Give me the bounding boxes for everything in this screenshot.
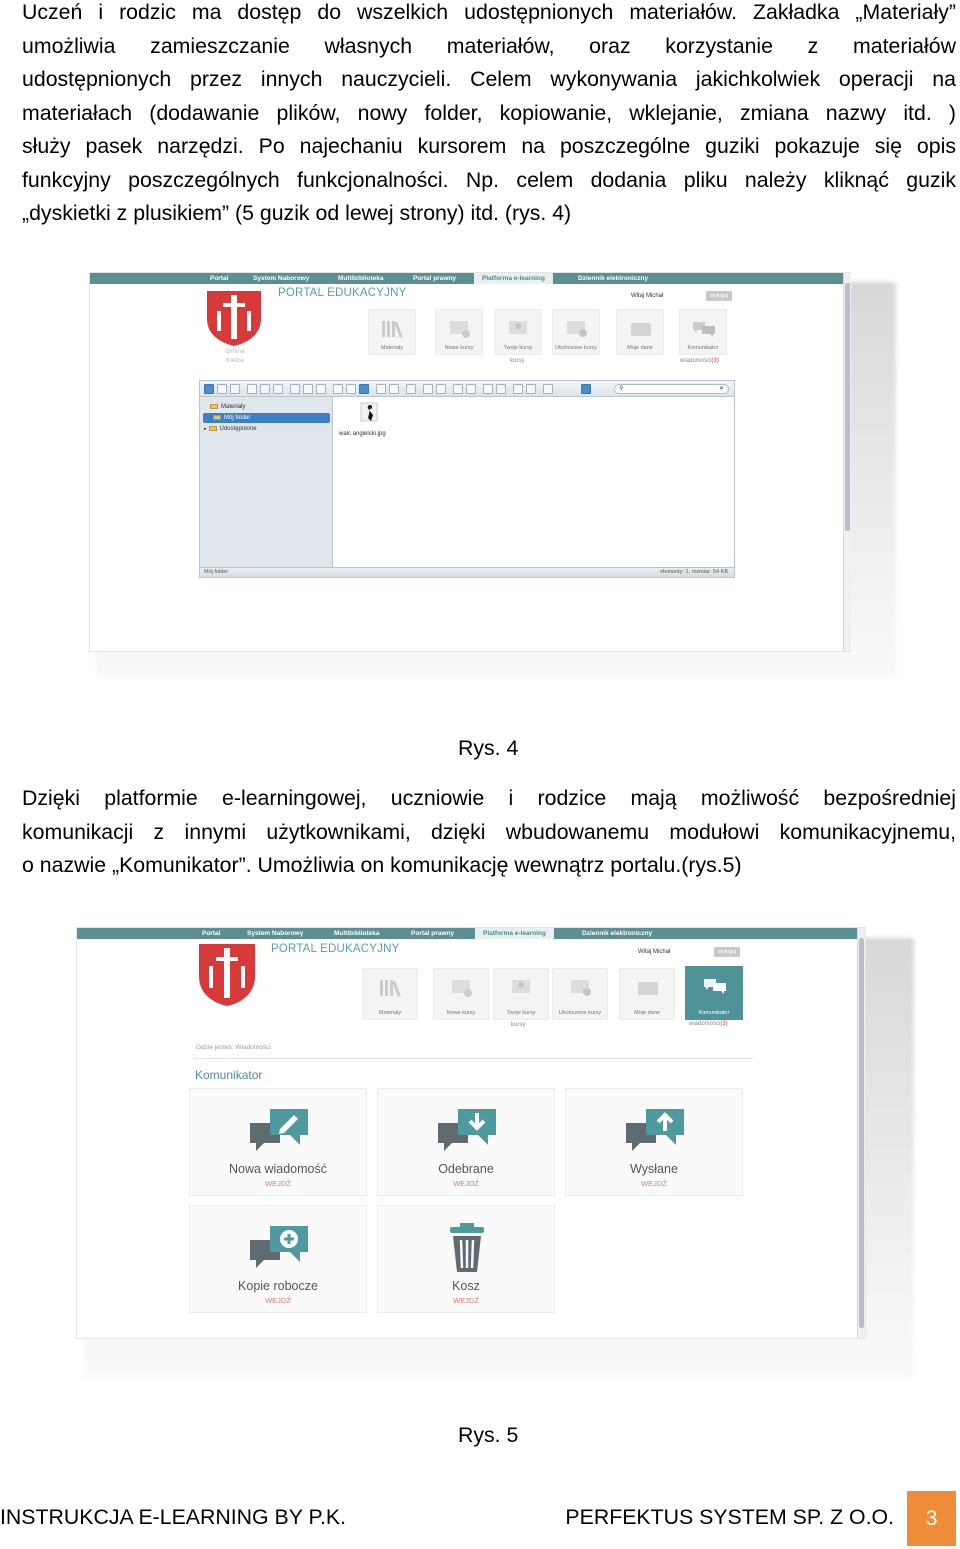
paragraph-line: udostępnionych przez innych nauczycieli. Celem wykonywania jakichkolwiek operacji na — [22, 67, 956, 91]
tree-item-moj-folder[interactable]: Mój folder — [203, 413, 330, 423]
books-icon — [379, 978, 403, 998]
tree-item-udostepnione[interactable]: ▸ Udostępnione — [204, 426, 257, 432]
chat-icon — [703, 976, 727, 996]
chat-icon — [692, 319, 716, 339]
gmina-crest-icon — [205, 289, 263, 347]
tile-enter-link[interactable]: WEJDŹ — [453, 1296, 479, 1305]
help-button[interactable] — [581, 384, 591, 394]
new-folder-button[interactable] — [260, 384, 270, 394]
folder-icon — [209, 426, 217, 431]
section-title: Komunikator — [195, 1068, 263, 1082]
tile-kopie-robocze[interactable] — [189, 1205, 367, 1313]
file-manager-toolbar — [200, 381, 734, 397]
paragraph-line: „dyskietki z plusikiem” (5 guzik od lewej strony) itd. (rys. 4) — [22, 201, 572, 225]
tile-label: Wysłane — [630, 1162, 678, 1176]
new-courses-icon — [450, 978, 474, 998]
status-path: Mój folder — [204, 569, 229, 575]
nav-tab-multibiblioteka[interactable]: Multibiblioteka — [338, 275, 384, 282]
duplicate-button[interactable] — [376, 384, 386, 394]
tile-enter-link[interactable]: WEJDŹ — [265, 1179, 291, 1188]
nav-tab-dziennik-elektroniczny[interactable]: Dziennik elektroniczny — [582, 930, 653, 937]
books-icon — [381, 319, 405, 339]
file-manager — [199, 380, 735, 578]
nav-tab-system-naborowy[interactable]: System Naborowy — [247, 930, 304, 937]
preview-button[interactable] — [453, 384, 463, 394]
open-button[interactable] — [290, 384, 300, 394]
figure5-caption: Rys. 5 — [458, 1423, 519, 1447]
tile-label: Kosz — [452, 1279, 480, 1293]
module-ukonczone-kursy[interactable]: Ukończone kursy — [552, 968, 608, 1020]
module-twoje-kursy[interactable]: Twoje kursy — [494, 309, 542, 355]
gmina-crest-icon — [197, 942, 257, 1008]
delete-button[interactable] — [406, 384, 416, 394]
tile-label: Kopie robocze — [238, 1279, 318, 1293]
completed-courses-icon — [569, 978, 593, 998]
new-message-icon — [248, 1105, 310, 1157]
nav-tab-dziennik-elektroniczny[interactable]: Dziennik elektroniczny — [578, 275, 649, 282]
upload-file-button[interactable] — [273, 384, 283, 394]
portal-title: PORTAL EDUKACYJNY — [278, 287, 407, 299]
module-materialy[interactable]: Materiały — [368, 309, 416, 355]
cut-button[interactable] — [346, 384, 356, 394]
paragraph-line: o nazwie „Komunikator”. Umożliwia on komunikację wewnątrz portalu.(rys.5) — [22, 853, 742, 877]
intro-paragraph — [22, 0, 956, 231]
tile-label: Odebrane — [438, 1162, 494, 1176]
module-nowe-kursy[interactable]: Nowe kursy — [435, 309, 483, 355]
nav-tab-portal-prawny[interactable]: Portal prawny — [411, 930, 454, 937]
extract-button[interactable] — [483, 384, 493, 394]
tile-kosz[interactable] — [377, 1205, 555, 1313]
reload-button[interactable] — [247, 384, 257, 394]
your-courses-icon — [507, 319, 531, 339]
kursy-label: kursy — [510, 358, 525, 364]
module-ukonczone-kursy[interactable]: Ukończone kursy — [552, 309, 600, 355]
vertical-scrollbar[interactable] — [843, 273, 851, 651]
messages-label[interactable]: wiadomości(3) — [680, 358, 719, 364]
portal-title: PORTAL EDUKACYJNY — [271, 943, 400, 955]
paragraph-line: Uczeń i rodzic ma dostęp do wszelkich udostępnionych materiałów. Zakładka „Materiały” — [22, 0, 956, 24]
tile-enter-link[interactable]: WEJDŹ — [265, 1296, 291, 1305]
your-courses-icon — [510, 978, 534, 998]
breadcrumb: Gdzie jesteś: Wiadomości — [196, 1044, 271, 1051]
up-button[interactable] — [217, 384, 227, 394]
footer-right-text: PERFEKTUS SYSTEM SP. Z O.O. — [565, 1505, 894, 1529]
logout-button[interactable]: wyloguj — [706, 291, 732, 301]
module-twoje-kursy[interactable]: Twoje kursy — [493, 968, 549, 1020]
select-button[interactable] — [513, 384, 523, 394]
paragraph-line: umożliwia zamieszczanie własnych materiałów, oraz korzystanie z materiałów — [22, 33, 956, 58]
page-number: 3 — [907, 1491, 956, 1546]
module-nowe-kursy[interactable]: Nowe kursy — [433, 968, 489, 1020]
folder-tree — [200, 397, 333, 567]
file-name[interactable]: walc angielski.jpg — [339, 431, 386, 437]
module-moje-dane[interactable]: Moje dane — [616, 309, 664, 355]
kursy-label: kursy — [511, 1022, 526, 1028]
nav-tab-platforma-e-learning[interactable]: Platforma e-learning — [474, 273, 553, 284]
home-button[interactable] — [230, 384, 240, 394]
nav-tab-multibiblioteka[interactable]: Multibiblioteka — [334, 930, 380, 937]
status-bar — [200, 567, 734, 577]
divider — [193, 1058, 753, 1059]
info-button[interactable] — [316, 384, 326, 394]
paragraph-line: służy pasek narzędzi. Po najechaniu kursorem na poszczególne guziki pokazuje się opis — [22, 134, 956, 158]
top-navigation — [77, 928, 865, 939]
back-button[interactable] — [204, 384, 214, 394]
sort-button[interactable] — [526, 384, 536, 394]
figure4-screenshot — [89, 272, 851, 652]
image-file-icon[interactable] — [358, 401, 380, 423]
paste-button[interactable] — [359, 384, 369, 394]
messages-label[interactable]: wiadomości(3) — [689, 1021, 728, 1027]
tile-enter-link[interactable]: WEJDŹ — [641, 1179, 667, 1188]
greeting: Witaj Michał — [638, 949, 671, 955]
gmina-label: Gmina Kielce — [225, 348, 245, 364]
folder-icon — [213, 415, 221, 420]
footer-left-text: INSTRUKCJA E-LEARNING BY P.K. — [0, 1505, 346, 1529]
trash-icon — [436, 1222, 498, 1274]
vertical-scrollbar[interactable] — [857, 928, 865, 1338]
archive-button[interactable] — [496, 384, 506, 394]
paragraph-line: funkcyjny poszczególnych funkcjonalności. Np. celem dodania pliku należy kliknąć guzik — [22, 167, 956, 192]
new-courses-icon — [448, 319, 472, 339]
search-icon: ⚲ — [619, 386, 624, 392]
tree-item-materialy[interactable]: Materiały — [200, 402, 330, 412]
tile-odebrane[interactable] — [377, 1088, 555, 1196]
copy-button[interactable] — [333, 384, 343, 394]
greeting: Witaj Michał — [631, 293, 664, 299]
scrollbar-thumb[interactable] — [845, 283, 850, 531]
inbox-icon — [436, 1105, 498, 1157]
completed-courses-icon — [565, 319, 589, 339]
sent-icon — [624, 1105, 686, 1157]
tile-wyslane[interactable] — [565, 1088, 743, 1196]
module-komunikator[interactable]: Komunikator — [685, 966, 743, 1020]
search-clear-icon[interactable]: ✕ — [718, 386, 724, 392]
nav-tab-portal[interactable]: Portal — [202, 930, 221, 937]
search-input[interactable] — [614, 384, 729, 394]
logout-button[interactable]: wyloguj — [714, 947, 740, 957]
nav-tab-platforma-e-learning[interactable]: Platforma e-learning — [475, 928, 554, 939]
paragraph-line: komunikacji z innymi użytkownikami, dzięki wbudowanemu modułowi komunikacyjnemu, — [22, 819, 956, 844]
resize-button[interactable] — [543, 384, 553, 394]
folder-icon — [210, 404, 218, 409]
rename-button[interactable] — [389, 384, 399, 394]
my-data-icon — [636, 978, 660, 998]
top-navigation — [90, 273, 850, 284]
tile-label: Nowa wiadomość — [229, 1162, 327, 1176]
module-komunikator[interactable]: Komunikator — [679, 309, 727, 355]
view-icons-button[interactable] — [423, 384, 433, 394]
tile-enter-link[interactable]: WEJDŹ — [453, 1179, 479, 1188]
nav-tab-portal-prawny[interactable]: Portal prawny — [413, 275, 456, 282]
paragraph-line: Dzięki platformie e-learningowej, uczniowie i rodzice mają możliwość bezpośredniej — [22, 786, 956, 810]
figure5-screenshot — [76, 927, 866, 1339]
drafts-icon — [248, 1222, 310, 1274]
paragraph-line: materiałach (dodawanie plików, nowy folder, kopiowanie, wklejanie, zmiana nazwy itd. ) — [22, 100, 956, 125]
module-moje-dane[interactable]: Moje dane — [619, 968, 675, 1020]
tile-nowa-wiadomosc[interactable] — [189, 1088, 367, 1196]
module-materialy[interactable]: Materiały — [362, 968, 418, 1020]
komunikator-paragraph — [22, 782, 956, 883]
view-list-button[interactable] — [436, 384, 446, 394]
scrollbar-thumb[interactable] — [859, 938, 864, 1328]
nav-tab-portal[interactable]: Portal — [210, 275, 229, 282]
download-button[interactable] — [303, 384, 313, 394]
nav-tab-system-naborowy[interactable]: System Naborowy — [253, 275, 310, 282]
settings-button[interactable] — [466, 384, 476, 394]
status-summary: elementy: 1, rozmiar: 54 KB — [660, 569, 728, 575]
expand-arrow-icon[interactable]: ▸ — [204, 426, 207, 432]
figure4-caption: Rys. 4 — [458, 736, 519, 760]
my-data-icon — [629, 319, 653, 339]
